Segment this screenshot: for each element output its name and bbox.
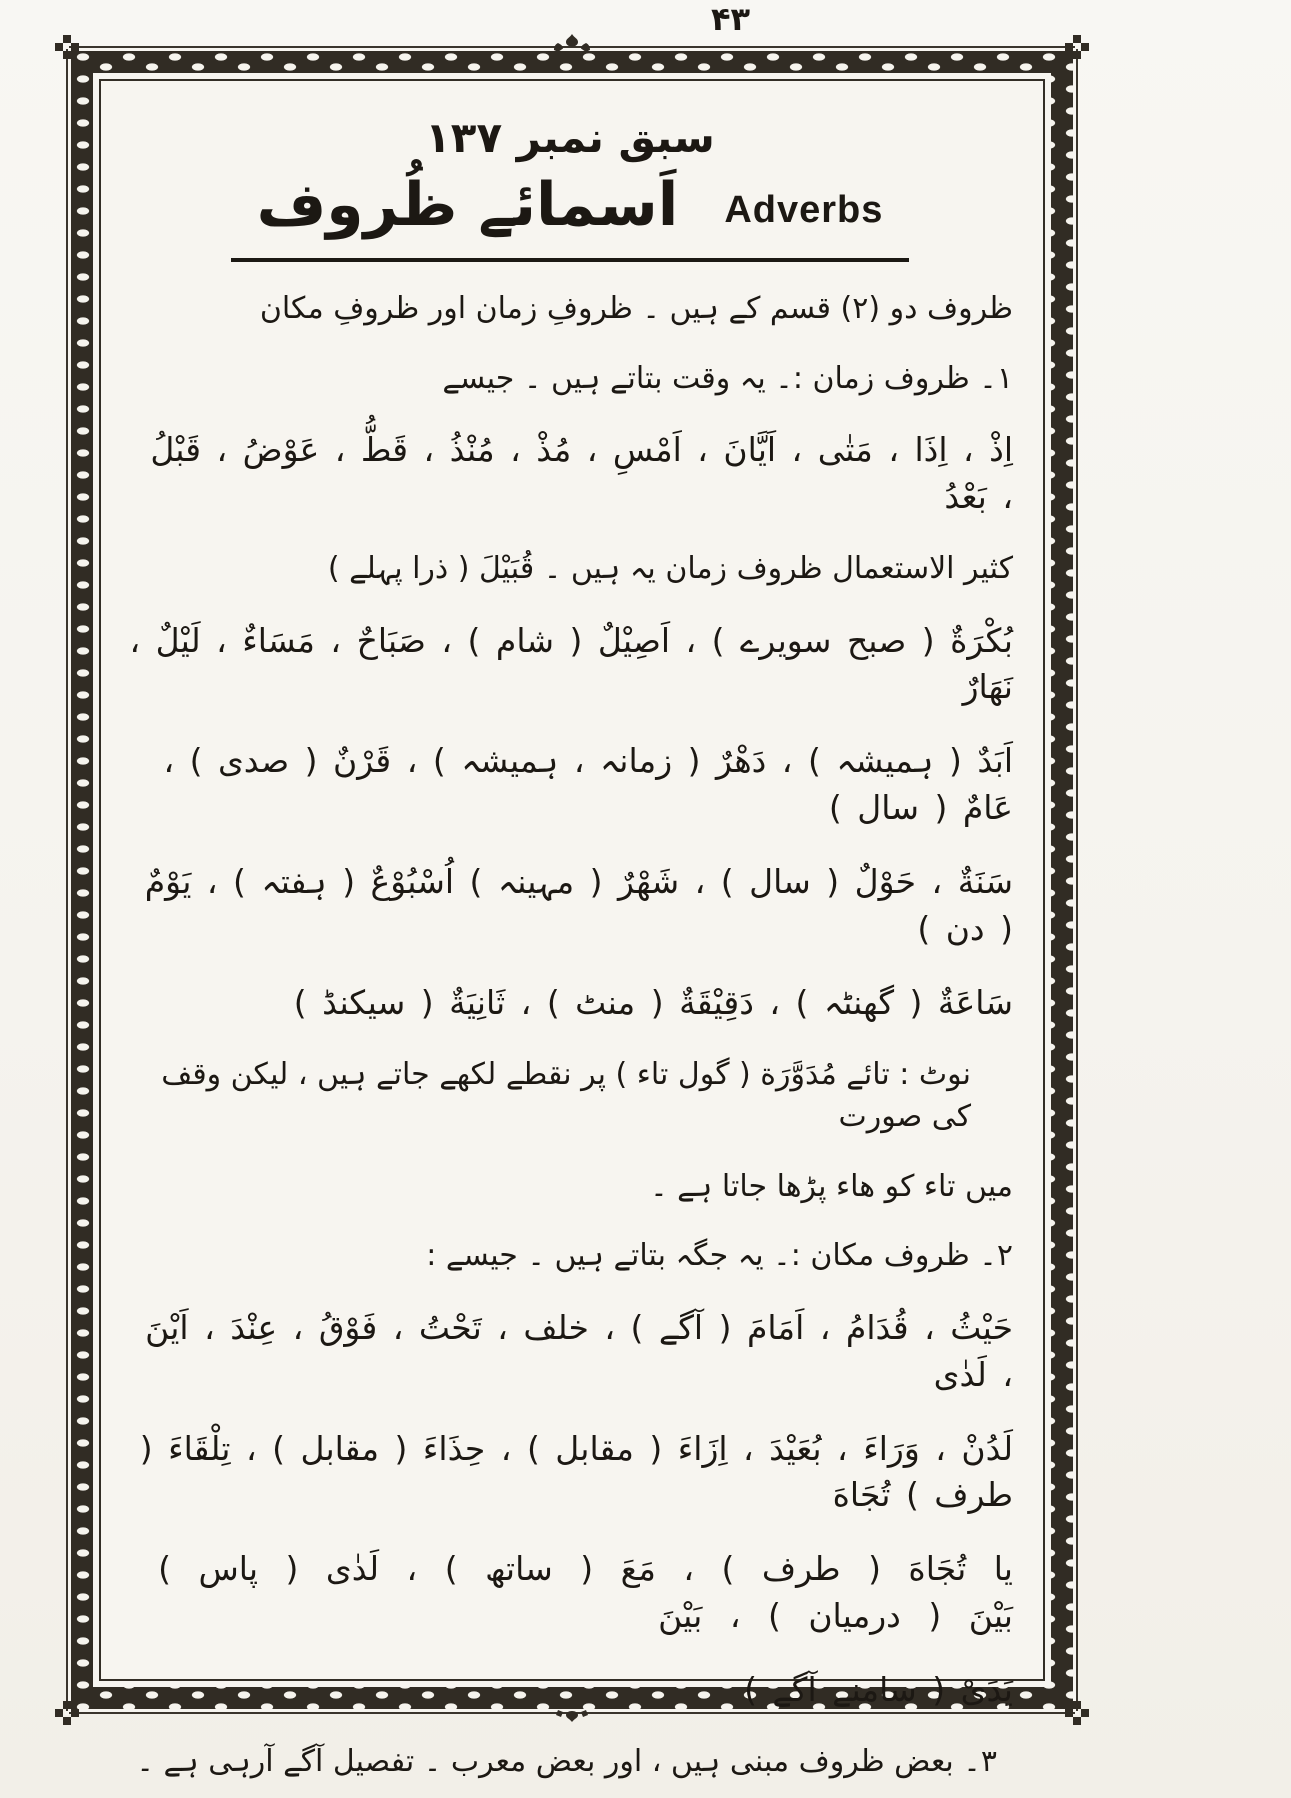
text-line-time-adverbs-3: اَبَدٌ ( ہمیشہ ) ، دَهْرٌ ( زمانہ ، ہمیشہ ) ، قَرْنٌ ( صدی ) ، عَامٌ ( سال ) (163, 741, 1013, 828)
body-text (127, 288, 1013, 1784)
decorative-border-frame (66, 46, 1078, 1779)
text-line-time-adverbs-1: اِذْ ، اِذَا ، مَتٰی ، اَیَّانَ ، اَمْسِ ، مُذْ ، مُنْذُ ، قَطُّ ، عَوْضُ ، قَبْلُ ، بَعْدُ (150, 430, 1013, 517)
text-line-section2-heading: ۲۔ ظروف مکان :۔ یہ جگہ بتاتے ہیں ۔ جیسے : (426, 1238, 1013, 1274)
text-line-common-adverbs: کثیر الاستعمال ظروف زمان یہ ہیں ۔ قُبَیْلَ ( ذرا پہلے ) (327, 550, 1013, 586)
bottom-fleuron-icon (554, 1708, 590, 1722)
title-underline-row (231, 172, 910, 262)
corner-knot-icon (1065, 35, 1089, 59)
corner-knot-icon (55, 1701, 79, 1725)
border-ornament-band (71, 51, 1073, 1779)
title-block (127, 172, 1013, 262)
text-line-time-adverbs-5: سَاعَةٌ ( گھنٹہ ) ، دَقِیْقَةٌ ( منٹ ) ، ثَانِیَةٌ ( سیکنڈ ) (293, 982, 1013, 1022)
text-line-note-1: نوٹ : تائے مُدَوَّرَة ( گول تاء ) پر نقطے لکھے جاتے ہیں ، لیکن وقف کی صورت (161, 1056, 971, 1135)
corner-knot-icon (55, 35, 79, 59)
top-fleuron-icon (550, 34, 594, 52)
text-line-place-adverbs-3: یا تُجَاهَ ( طرف ) ، مَعَ ( ساتھ ) ، لَدٰی ( پاس ) بَیْنَ ( درمیان ) ، بَیْنَ (158, 1549, 1013, 1636)
corner-knot-icon (1065, 1701, 1089, 1725)
text-line-section1-heading: ۱۔ ظروف زمان :۔ یہ وقت بتاتے ہیں ۔ جیسے (442, 360, 1013, 396)
text-line-intro: ظروف دو (۲) قسم کے ہیں ۔ ظروفِ زمان اور ظروفِ مکان (259, 291, 1013, 326)
page-content-area (99, 79, 1045, 1779)
title-english: Adverbs (724, 189, 884, 231)
text-line-time-adverbs-4: سَنَةٌ ، حَوْلٌ ( سال ) ، شَهْرٌ ( مہینہ ) اُسْبُوْعٌ ( ہفتہ ) ، یَوْمٌ ( دن ) (144, 861, 1013, 948)
text-line-place-adverbs-4: یَدَیْ ( سامنے آگے ) (744, 1670, 1013, 1710)
text-line-closing: ۳۔ بعض ظروف مبنی ہیں ، اور بعض معرب ۔ تفصیل آگے آرہی ہے ۔ (136, 1743, 997, 1779)
title-urdu: اَسمائے ظُروف (256, 170, 679, 240)
text-line-time-adverbs-2: بُکْرَةٌ ( صبح سویرے ) ، اَصِیْلٌ ( شام ) ، صَبَاحٌ ، مَسَاءٌ ، لَیْلٌ ، نَهَارٌ (129, 620, 1013, 707)
text-line-note-2: میں تاء کو ھاء پڑھا جاتا ہے ۔ (650, 1168, 1013, 1204)
text-line-place-adverbs-1: حَیْثُ ، قُدَامُ ، اَمَامَ ( آگے ) ، خلف ، تَحْتُ ، فَوْقُ ، عِنْدَ ، اَیْنَ ، لَدٰی (145, 1307, 1013, 1394)
lesson-heading: سبق نمبر ۱۳۷ (425, 113, 715, 162)
text-line-place-adverbs-2: لَدُنْ ، وَرَاءَ ، بُعَیْدَ ، اِزَاءَ ( مقابل ) ، حِذَاءَ ( مقابل ) ، تِلْقَاءَ ( طرف ) تُجَاهَ (139, 1428, 1013, 1515)
page-number: ۴۳ (710, 0, 751, 38)
border-inner-gap (93, 73, 1051, 1779)
